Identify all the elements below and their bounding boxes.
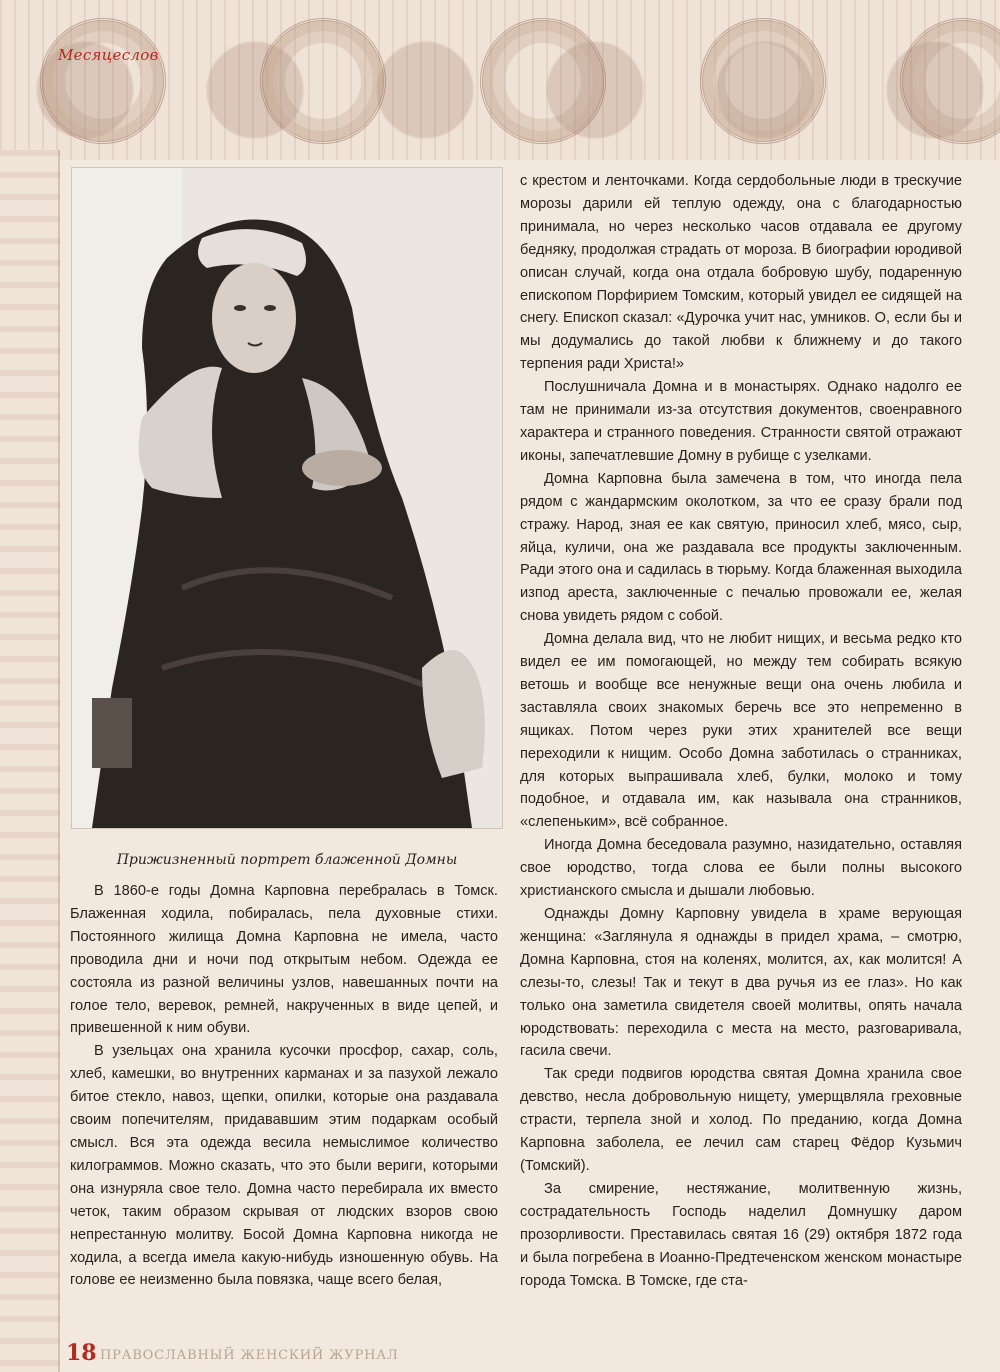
paragraph: Послушничала Домна и в монастырях. Однако надолго ее там не принимали из-за отсутствия документов, своенравного характера и странного поведения. Странности святой отражают иконы, запечатлевшие Домну в рубище с узелками. (520, 379, 962, 464)
paragraph: В узельцах она хранила кусочки просфор, сахар, соль, хлеб, камешки, во внутренних карманах и за пазухой лежало битое стекло, навоз, щепки, опилки, которые она раздавала своим попечителям, придававшим этим подаркам особый смысл. Вся эта одежда весила немыслимое количество килограммов. Можно сказать, что это были вериги, которыми она изнуряла свое тело. Домна часто перебирала их вместо четок, таким образом скрывая от людских взоров свою непрестанную молитву. Босой Домна Карповна никогда не ходила, а всегда имела какую-нибудь изношенную обувь. На голове ее неизменно была повязка, чаще всего белая, (70, 1043, 498, 1289)
article-column-left (70, 880, 498, 1292)
paragraph: Домна Карповна была замечена в том, что иногда пела рядом с жандармским околотком, за что ее сразу брали под стражу. Народ, зная ее как святую, приносил хлеб, мясо, сыр, яйца, куличи, она же раздавала все продукты заключенным. Ради этого она и садилась в тюрьму. Когда блаженная выходила изпод ареста, заключенные с печалью провожали ее, желая снова увидеть рядом с собой. (520, 470, 962, 625)
figure-caption: Прижизненный портрет блаженной Домны (116, 852, 458, 868)
ornament-medallion (480, 18, 606, 144)
article-column-right (520, 170, 962, 1292)
paragraph: За смирение, нестяжание, молитвенную жизнь, сострадательность Господь наделил Домнушку даром прозорливости. Преставилась святая 16 (29) октября 1872 года и была погребена в Иоанно-Предтеченском женском монастыре города Томска. В Томске, где ста- (520, 1180, 962, 1289)
ornament-header-band (0, 0, 1000, 160)
paragraph: Иногда Домна беседовала разумно, назидательно, оставляя свое юродство, тогда слова ее были полны высокого христианского смысла и дышали любовью. (520, 837, 962, 900)
section-label: Месяцеслов (58, 46, 159, 64)
paragraph: с крестом и ленточками. Когда сердобольные люди в трескучие морозы дарили ей теплую одежду, она с благодарностью принимала, но через несколько часов отдавала ее другому бедняку, продолжая страдать от мороза. В биографии юродивой описан случай, когда она отдала бобровую шубу, подаренную епископом Порфирием Томским, который увидел ее сидящей на снегу. Епископ сказал: «Дурочка учит нас, умников. О, если бы и мы додумались до такой любви к ближнему и до такого терпения ради Христа!» (520, 173, 962, 373)
ornament-medallion (260, 18, 386, 144)
page-number: 18 (66, 1340, 97, 1366)
paragraph: Так среди подвигов юродства святая Домна хранила свое девство, несла добровольную нищету, умерщвляла греховные страсти, терпела зной и холод. По преданию, когда Домна Карповна заболела, ее лечил сам старец Фёдор Кузьмич (Томский). (520, 1066, 962, 1174)
ornament-medallion (700, 18, 826, 144)
journal-name: ПРАВОСЛАВНЫЙ ЖЕНСКИЙ ЖУРНАЛ (100, 1348, 399, 1363)
paragraph: В 1860-е годы Домна Карповна перебралась в Томск. Блаженная ходила, побиралась, пела духовные стихи. Постоянного жилища Домна Карповна не имела, часто проводила дни и ночи под открытым небом. Одежда ее состояла из разной величины узлов, навешанных почти на голое тело, веревок, ремней, накрученных в виде цепей, и привешенной к ним обуви. (70, 883, 498, 1037)
ornament-left-border (0, 150, 60, 1372)
ornament-medallion (40, 18, 166, 144)
portrait-image (72, 168, 502, 828)
portrait-drawing (72, 168, 502, 828)
paragraph: Однажды Домну Карповну увидела в храме верующая женщина: «Заглянула я однажды в придел храма, – смотрю, Домна Карповна, стоя на коленях, молится, ах, как молится! А слезы-то, слезы! Так и текут в два ручья из ее глаз». Но как только она заметила свидетеля своей молитвы, опять начала юродствовать: переходила с места на место, разговаривала, гасила свечи. (520, 906, 962, 1060)
paragraph: Домна делала вид, что не любит нищих, и весьма редко кто видел ее им помогающей, но между тем собирать всякую ветошь и вообще все ненужные вещи она очень любила и заставляла своих знакомых беречь все это непременно в ящиках. Потом через руки этих хранителей все вещи переходили к нищим. Особо Домна заботилась о странниках, для которых выпрашивала хлеб, булки, молоко и тому подобное, и отдавала им, как называла она странников, «слепеньким», всё собранное. (520, 631, 962, 831)
ornament-medallion (900, 18, 1000, 144)
